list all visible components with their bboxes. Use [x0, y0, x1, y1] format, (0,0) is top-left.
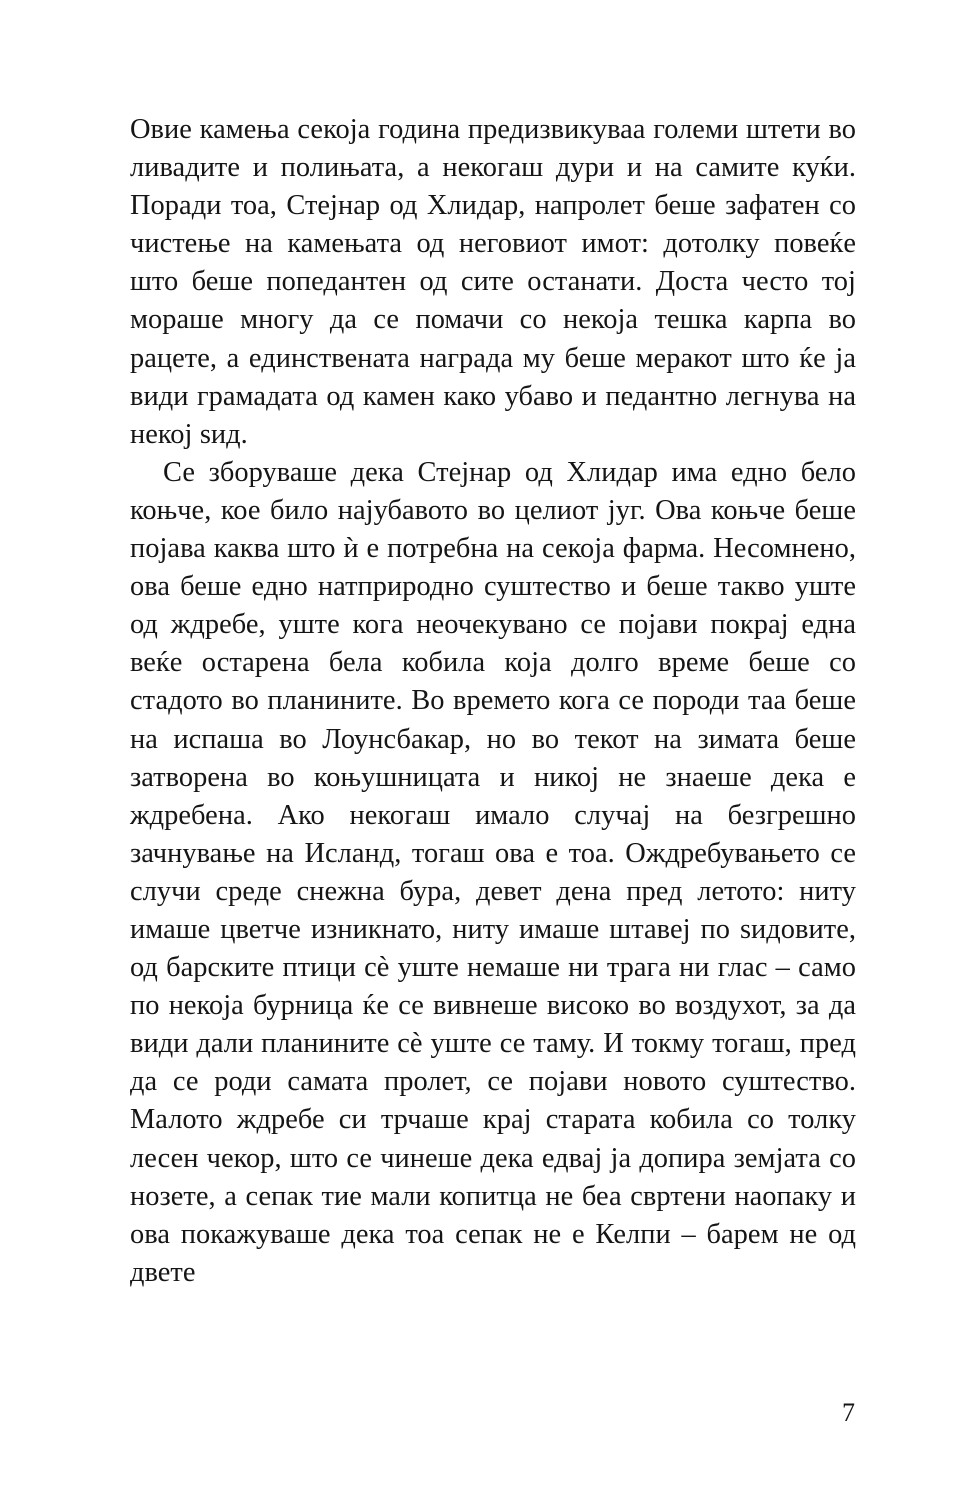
paragraph-2: Се зборуваше дека Стејнар од Хлидар има едно бело коњче, кое било најубавото во целиот југ. Ова коњче беше појава каква што ѝ е потребна на секоја фарма. Несомнено, ова беше едно натприродно суштество и беше такво уште од ждребе, уште кога неочекувано се појави покрај една веќе остарена бела кобила која долго време беше со стадото во планините. Во времето кога се породи таа беше на испаша во Лоунсбакар, но во текот на зимата беше затворена во коњушницата и никој не знаеше дека е ждребена. Ако некогаш имало случај на безгрешно зачнување на Исланд, тогаш ова е тоа. Ождребувањето се случи среде снежна бура, девет дена пред летото: ниту имаше цветче изникнато, ниту имаше штавеј по ѕидовите, од барските птици сѐ уште немаше ни трага ни глас – само по некоја бурница ќе се вивнеше високо во воздухот, за да види дали планините сѐ уште се таму. И токму тогаш, пред да се роди самата пролет, се појави новото суштество. Малото ждребе си трчаше крај старата кобила со толку лесен чекор, што се чинеше дека едвај ја допира земјата со нозете, а сепак тие мали копитца не беа свртени наопаку и ова покажуваше дека тоа сепак не е Келпи – барем не од двете [130, 456, 856, 1288]
body-text-block [130, 111, 856, 1292]
paragraph-1: Овие камења секоја година предизвикуваа големи штети во ливадите и полињата, а некогаш дури и на самите куќи. Поради тоа, Стејнар од Хлидар, напролет беше зафатен со чистење на камењата од неговиот имот: дотолку повеќе што беше попедантен од сите останати. Доста често тој мораше многу да се помачи со некоја тешка карпа во рацете, а единствената награда му беше меракот што ќе ја види грамадата од камен како убаво и педантно легнува на некој ѕид. [130, 114, 856, 450]
page-number: 7 [842, 1398, 855, 1427]
